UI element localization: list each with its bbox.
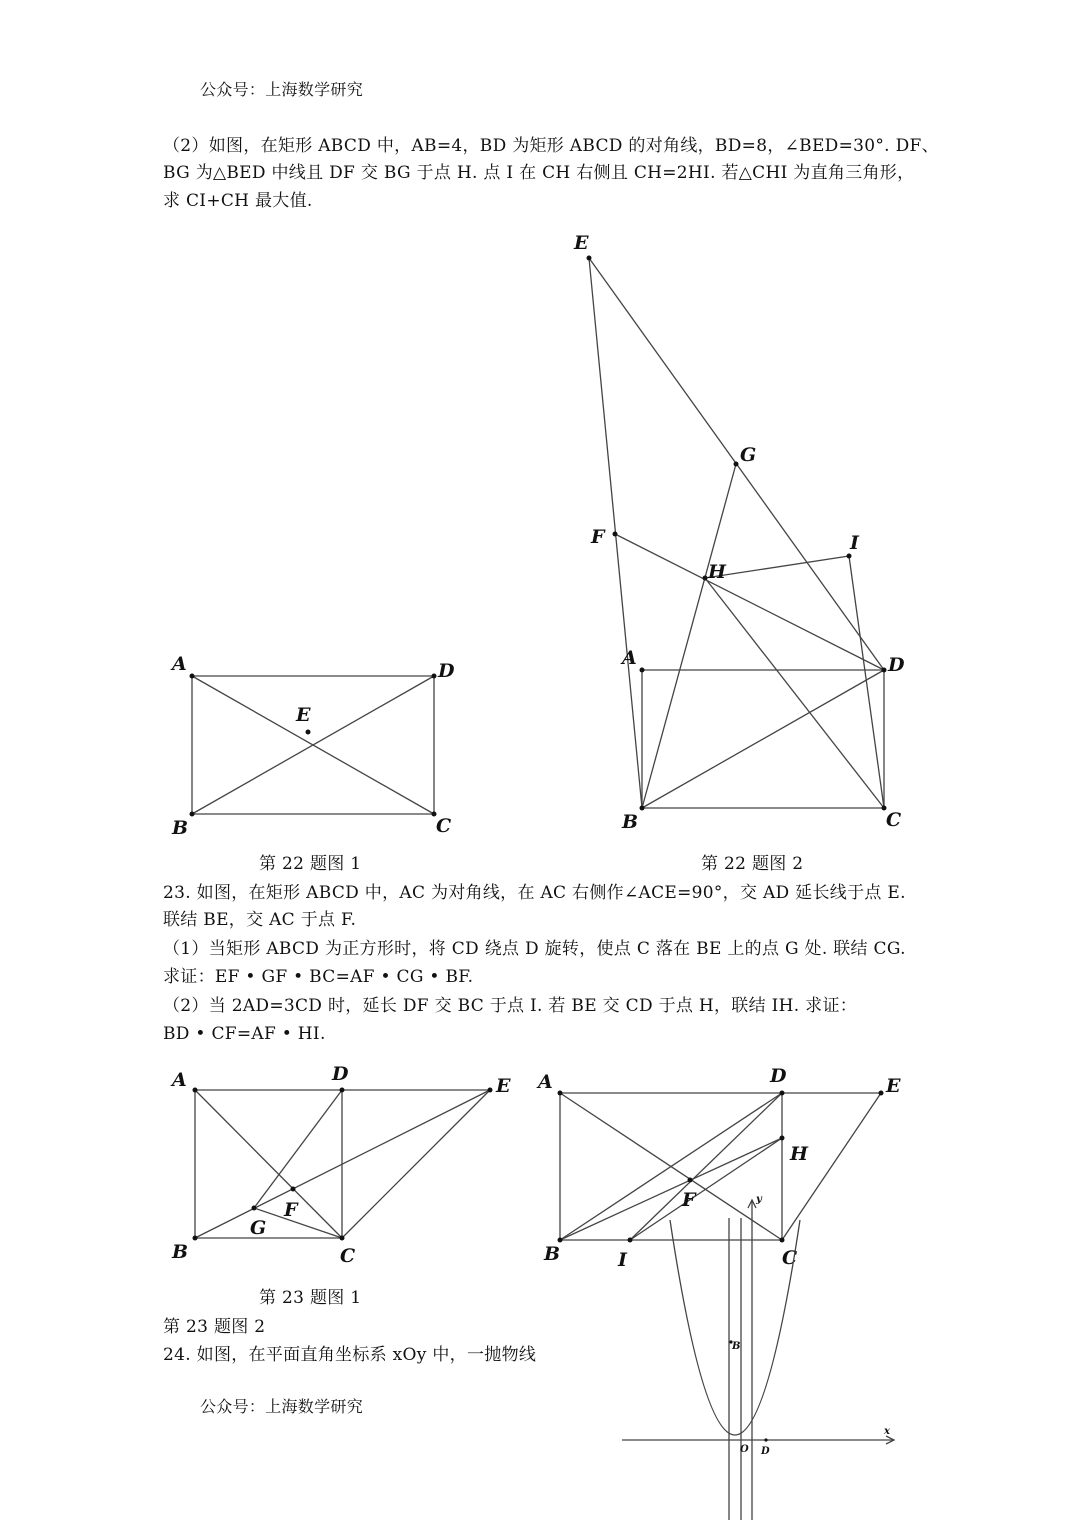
fig23-1-label-c: C xyxy=(340,1245,356,1267)
fig22-2-label-a: A xyxy=(622,647,637,669)
fig22-2-label-g: G xyxy=(740,444,757,466)
q23-line-6: BD • CF=AF • HI. xyxy=(163,1024,326,1044)
fig23-2-caption: 第 23 题图 2 xyxy=(163,1317,266,1337)
q22-line-2: BG 为△BED 中线且 DF 交 BG 于点 H. 点 I 在 CH 右侧且 CH=2HI. 若△CHI 为直角三角形， xyxy=(163,163,915,183)
q22-line-3: 求 CI+CH 最大值. xyxy=(163,191,313,211)
fig23-1-label-a: A xyxy=(172,1069,187,1091)
fig23-2-label-a: A xyxy=(538,1071,553,1093)
header-text: 公众号：上海数学研究 xyxy=(200,80,364,99)
fig23-2-label-e: E xyxy=(886,1075,901,1097)
fig24-label-x: x xyxy=(884,1426,890,1437)
fig22-1-label-b: B xyxy=(172,817,189,839)
fig22-2-label-b: B xyxy=(622,811,639,833)
fig24-label-o: O xyxy=(740,1444,749,1455)
fig23-2-label-i: I xyxy=(618,1249,627,1271)
fig23-1-label-b: B xyxy=(172,1241,189,1263)
fig23-1-caption: 第 23 题图 1 xyxy=(259,1288,362,1308)
q22-line-1: （2）如图，在矩形 ABCD 中，AB=4，BD 为矩形 ABCD 的对角线，BD=8，∠BED=30°. DF、 xyxy=(163,136,939,156)
figure-23-1 xyxy=(170,1063,511,1267)
fig23-1-label-e: E xyxy=(496,1075,511,1097)
figure-24 xyxy=(622,1194,894,1520)
fig23-2-label-f: F xyxy=(682,1189,696,1211)
fig22-1-caption: 第 22 题图 1 xyxy=(259,854,362,874)
fig22-2-caption: 第 22 题图 2 xyxy=(701,854,804,874)
fig23-1-label-f: F xyxy=(284,1199,298,1221)
fig24-label-b: B xyxy=(732,1341,741,1352)
fig23-2-label-b: B xyxy=(544,1243,561,1265)
q24-line-1: 24. 如图，在平面直角坐标系 xOy 中，一抛物线 xyxy=(163,1345,537,1365)
figure-22-2 xyxy=(573,232,905,833)
fig22-2-label-e: E xyxy=(574,232,589,254)
q23-line-1: 23. 如图，在矩形 ABCD 中，AC 为对角线，在 AC 右侧作∠ACE=90°，交 AD 延长线于点 E. xyxy=(163,883,906,903)
fig22-2-label-d: D xyxy=(888,654,905,676)
q23-line-2: 联结 BE，交 AC 于点 F. xyxy=(163,910,357,930)
footer-text: 公众号：上海数学研究 xyxy=(200,1397,364,1416)
fig22-2-label-c: C xyxy=(886,809,902,831)
fig23-2-label-h: H xyxy=(790,1143,808,1165)
fig23-1-label-d: D xyxy=(332,1063,349,1085)
figure-23-2 xyxy=(536,1065,901,1271)
figure-22-1 xyxy=(170,653,455,839)
fig24-label-d: D xyxy=(761,1446,770,1457)
fig23-1-label-g: G xyxy=(250,1217,267,1239)
fig22-1-label-c: C xyxy=(436,815,452,837)
q23-line-3: （1）当矩形 ABCD 为正方形时，将 CD 绕点 D 旋转，使点 C 落在 BE 上的点 G 处. 联结 CG. xyxy=(163,939,906,959)
fig22-1-label-d: D xyxy=(438,660,455,682)
fig23-2-label-d: D xyxy=(770,1065,787,1087)
q23-line-5: （2）当 2AD=3CD 时，延长 DF 交 BC 于点 I. 若 BE 交 CD 于点 H，联结 IH. 求证： xyxy=(163,996,858,1016)
fig24-label-y: y xyxy=(756,1194,762,1205)
fig22-2-label-h: H xyxy=(708,561,726,583)
fig22-1-label-e: E xyxy=(296,704,311,726)
fig22-1-label-a: A xyxy=(172,653,187,675)
fig22-2-label-i: I xyxy=(850,532,859,554)
fig22-2-label-f: F xyxy=(591,526,605,548)
fig23-2-label-c: C xyxy=(782,1247,798,1269)
q23-line-4: 求证：EF • GF • BC=AF • CG • BF. xyxy=(163,967,474,987)
